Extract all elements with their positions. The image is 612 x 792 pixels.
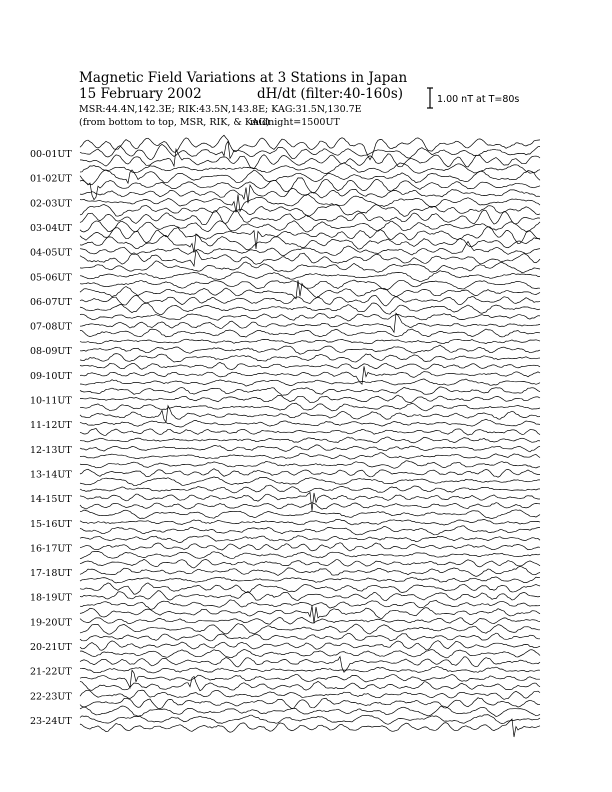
- trace-22-23UT-MSR: [80, 698, 540, 709]
- hour-label: 13-14UT: [30, 469, 72, 481]
- hour-label: 07-08UT: [30, 321, 72, 333]
- trace-16-17UT-RIK: [80, 543, 540, 551]
- component-filter-label: dH/dt (filter:40-160s): [257, 86, 404, 102]
- hour-label: 00-01UT: [30, 149, 72, 160]
- trace-11-12UT-MSR: [80, 428, 540, 435]
- trace-10-11UT-KAG: [80, 387, 540, 395]
- hour-label: 10-11UT: [30, 395, 72, 407]
- trace-05-06UT-KAG: [80, 261, 540, 273]
- trace-01-02UT-MSR: [80, 178, 540, 200]
- trace-08-09UT-KAG: [80, 339, 540, 344]
- trace-15-16UT-KAG: [80, 510, 540, 519]
- trace-18-19UT-KAG: [80, 583, 540, 594]
- midnight-note: midnight=1500UT: [250, 117, 340, 128]
- trace-13-14UT-KAG: [80, 461, 540, 469]
- trace-05-06UT-MSR: [80, 280, 540, 290]
- hour-label: 14-15UT: [30, 494, 72, 506]
- trace-16-17UT-MSR: [80, 551, 540, 558]
- trace-09-10UT-MSR: [80, 379, 540, 386]
- trace-15-16UT-RIK: [80, 519, 540, 525]
- hour-label: 16-17UT: [30, 543, 72, 555]
- trace-08-09UT-MSR: [80, 354, 540, 362]
- trace-13-14UT-RIK: [80, 469, 540, 478]
- trace-12-13UT-KAG: [80, 437, 540, 443]
- trace-09-10UT-KAG: [80, 362, 540, 369]
- trace-08-09UT-RIK: [80, 345, 540, 354]
- trace-18-19UT-MSR: [80, 600, 540, 609]
- hour-label: 12-13UT: [30, 444, 72, 456]
- hour-label: 03-04UT: [30, 222, 72, 234]
- trace-23-24UT-KAG: [80, 706, 540, 717]
- trace-22-23UT-RIK: [80, 690, 540, 699]
- hour-label: 04-05UT: [30, 247, 72, 259]
- hour-label: 15-16UT: [30, 518, 72, 530]
- trace-05-06UT-RIK: [80, 271, 540, 282]
- chart-date: 15 February 2002: [79, 86, 202, 102]
- trace-07-08UT-KAG: [80, 313, 540, 321]
- trace-17-18UT-RIK: [80, 566, 540, 576]
- trace-17-18UT-KAG: [80, 559, 540, 568]
- hour-label: 09-10UT: [30, 370, 72, 382]
- hour-label: 01-02UT: [30, 173, 72, 185]
- trace-04-05UT-KAG: [80, 234, 540, 253]
- hour-label: 21-22UT: [30, 666, 72, 678]
- scale-label: 1.00 nT at T=80s: [437, 94, 520, 105]
- trace-12-13UT-RIK: [80, 445, 540, 452]
- trace-20-21UT-RIK: [80, 641, 540, 651]
- trace-21-22UT-RIK: [80, 667, 540, 673]
- hour-label: 08-09UT: [30, 346, 72, 358]
- trace-12-13UT-MSR: [80, 453, 540, 459]
- trace-20-21UT-MSR: [80, 650, 540, 658]
- trace-19-20UT-RIK: [80, 617, 540, 624]
- chart-title: Magnetic Field Variations at 3 Stations in Japan: [79, 70, 408, 86]
- hour-label: 20-21UT: [30, 642, 72, 653]
- trace-21-22UT-KAG: [80, 657, 540, 673]
- hour-label: 06-07UT: [30, 296, 72, 308]
- hour-label: 19-20UT: [30, 617, 72, 629]
- trace-11-12UT-RIK: [80, 419, 540, 427]
- trace-16-17UT-KAG: [80, 536, 540, 543]
- trace-13-14UT-MSR: [80, 477, 540, 486]
- trace-10-11UT-RIK: [80, 395, 540, 403]
- trace-01-02UT-RIK: [80, 170, 540, 185]
- trace-06-07UT-MSR: [80, 303, 540, 315]
- trace-02-03UT-MSR: [80, 204, 540, 216]
- hour-label: 11-12UT: [30, 420, 72, 432]
- trace-18-19UT-RIK: [80, 591, 540, 601]
- hour-label: 05-06UT: [30, 272, 72, 284]
- trace-23-24UT-MSR: [80, 719, 540, 737]
- trace-14-15UT-MSR: [80, 503, 540, 510]
- station-coordinates: MSR:44.4N,142.3E; RIK:43.5N,143.8E; KAG:31.5N,130.7E: [79, 104, 362, 115]
- trace-19-20UT-MSR: [80, 624, 540, 635]
- trace-10-11UT-MSR: [80, 403, 540, 411]
- trace-00-01UT-RIK: [80, 141, 540, 159]
- hour-label: 18-19UT: [30, 592, 72, 604]
- trace-20-21UT-KAG: [80, 633, 540, 641]
- trace-14-15UT-RIK: [80, 493, 540, 511]
- hour-label: 23-24UT: [30, 715, 72, 727]
- trace-15-16UT-MSR: [80, 526, 540, 535]
- hour-label: 22-23UT: [30, 691, 72, 703]
- trace-07-08UT-MSR: [80, 329, 540, 337]
- trace-00-01UT-KAG: [80, 135, 540, 159]
- hour-label: 02-03UT: [30, 198, 72, 210]
- trace-21-22UT-MSR: [80, 670, 540, 688]
- trace-04-05UT-RIK: [80, 241, 540, 255]
- trace-order-note: (from bottom to top, MSR, RIK, & KAG): [79, 117, 270, 128]
- trace-14-15UT-KAG: [80, 485, 540, 493]
- trace-23-24UT-RIK: [80, 715, 540, 725]
- hour-label: 17-18UT: [30, 568, 72, 580]
- trace-03-04UT-MSR: [80, 227, 540, 249]
- trace-17-18UT-MSR: [80, 577, 540, 583]
